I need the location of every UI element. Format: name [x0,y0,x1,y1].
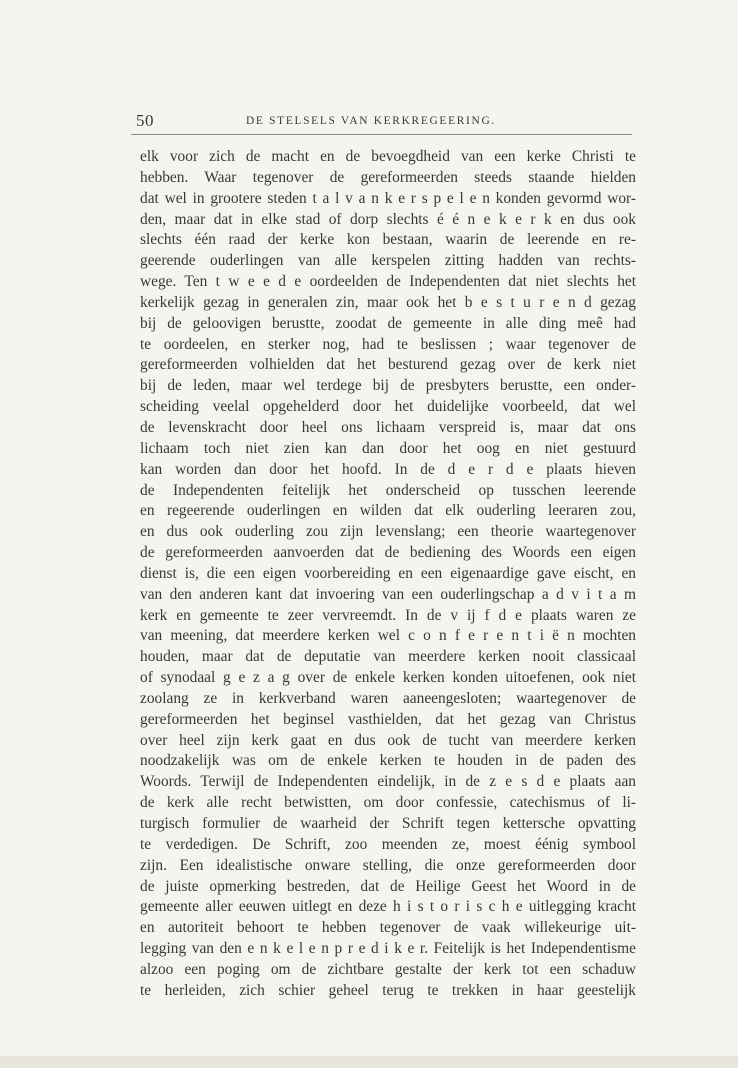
page-number: 50 [136,111,154,130]
text-line: alzoo een poging om de zichtbare gestalte der kerk tot een schaduw [140,960,636,978]
running-title: DE STELSELS VAN KERKREGEERING. [246,115,496,127]
header-rule [131,134,632,135]
text-line: van meening, dat meerdere kerken wel c o n f e r e n t i ë n mochten [140,627,636,645]
text-line: wege. Ten t w e e d e oordeelden de Independenten dat niet slechts het [140,273,636,291]
text-line: gemeente aller eeuwen uitlegt en deze h i s t o r i s c h e uitlegging kracht [140,898,636,916]
text-line: geerende ouderlingen van alle kerspelen zitting hadden van rechts- [140,252,636,270]
text-line: over heel zijn kerk gaat en dus ook de tucht van meerdere kerken [140,731,636,749]
text-line: te verdedigen. De Schrift, zoo meenden ze, moest éénig symbool [140,835,636,853]
text-line: de gereformeerden aanvoerden dat de bediening des Woords een eigen [140,544,636,562]
text-line: den, maar dat in elke stad of dorp slechts é é n e k e r k en dus ook [140,210,636,228]
text-line: lichaam toch niet zien kan dan door het oog en niet gestuurd [140,439,636,457]
text-line: en regeerende ouderlingen en wilden dat elk ouderling leeraren zou, [140,502,636,520]
text-line: houden, maar dat de deputatie van meerdere kerken nooit classicaal [140,648,636,666]
text-line: kerkelijk gezag in generalen zin, maar ook het b e s t u r e n d gezag [140,293,636,311]
text-line: de juiste opmerking bestreden, dat de Heilige Geest het Woord in de [140,877,636,895]
text-line: te herleiden, zich schier geheel terug te trekken in haar geestelijk [140,981,636,999]
text-line: van den anderen kant dat invoering van een ouderlingschap a d v i t a m [140,585,636,603]
body-text [140,147,636,1002]
text-line: legging van den e n k e l e n p r e d i k e r. Feitelijk is het Independentisme [140,940,636,958]
page-bottom-edge [0,1056,738,1068]
text-line: of synodaal g e z a g over de enkele kerken konden uitoefenen, ook niet [140,669,636,687]
text-line: kerk en gemeente te zeer vervreemdt. In de v ij f d e plaats waren ze [140,606,636,624]
text-line: elk voor zich de macht en de bevoegdheid van een kerke Christi te [140,148,636,165]
text-line: noodzakelijk was om de enkele kerken te houden in de paden des [140,752,636,770]
text-line: te oordeelen, en sterker nog, had te beslissen ; waar tegenover de [140,335,636,353]
text-line: turgisch formulier de waarheid der Schrift tegen kettersche opvatting [140,815,636,832]
text-line: de kerk alle recht betwistten, om door confessie, catechismus of li- [140,794,636,812]
text-line: dat wel in grootere steden t a l v a n k e r s p e l e n konden gevormd wor- [140,189,636,207]
text-line: kan worden dan door het hoofd. In de d e r d e plaats hieven [140,460,636,478]
text-line: gereformeerden volhielden dat het besturend gezag over de kerk niet [140,356,636,374]
text-line: en autoriteit behoort te hebben tegenover de vaak willekeurige uit- [140,919,636,937]
text-line: en dus ook ouderling zou zijn levenslang; een theorie waartegenover [140,523,636,541]
text-line: zijn. Een idealistische onware stelling, die onze gereformeerden door [140,856,636,874]
text-line: Woords. Terwijl de Independenten eindelijk, in de z e s d e plaats aan [140,773,636,791]
text-line: zoolang ze in kerkverband waren aaneengesloten; waartegenover de [140,689,636,707]
text-line: bij de leden, maar wel terdege bij de presbyters berustte, een onder- [140,377,636,395]
text-line: scheiding veelal opgehelderd door het duidelijke voorbeeld, dat wel [140,398,636,416]
text-line: slechts één raad der kerke kon bestaan, waarin de leerende en re- [140,231,636,249]
text-line: dienst is, die een eigen voorbereiding en een eigenaardige gave eischt, en [140,564,636,582]
text-line: de levenskracht door heel ons lichaam verspreid is, maar dat ons [140,418,636,436]
text-line: gereformeerden het beginsel vasthielden, dat het gezag van Christus [140,710,636,728]
text-line: bij de geloovigen berustte, zoodat de gemeente in alle ding meê had [140,314,636,332]
text-line: hebben. Waar tegenover de gereformeerden steeds staande hielden [140,168,636,186]
text-line: de Independenten feitelijk het onderscheid op tusschen leerende [140,481,636,499]
